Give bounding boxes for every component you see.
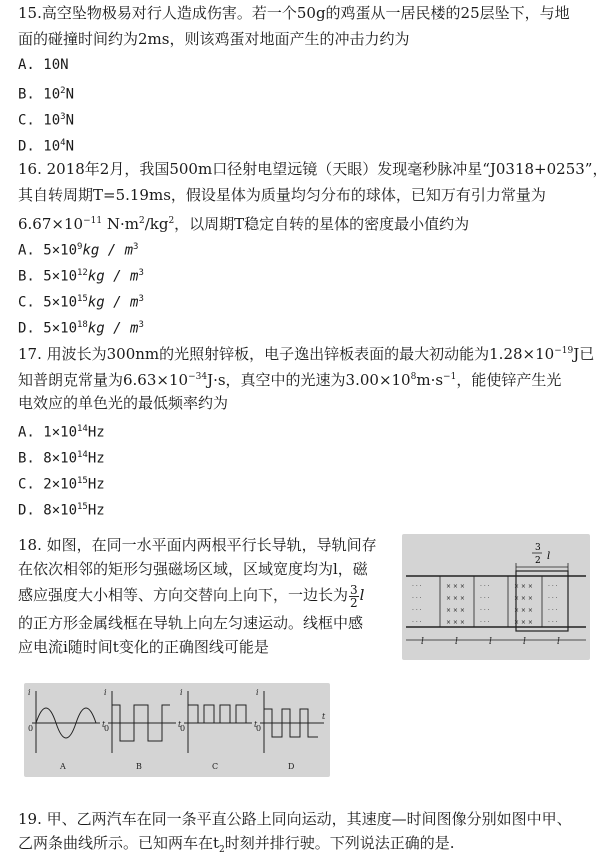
axis-t-label: t <box>322 712 326 721</box>
q15-option-c: C. $10^3N$ <box>18 112 75 129</box>
svg-text:× × ×: × × × <box>446 583 465 590</box>
q17-text-line2: 知普朗克常量为$6.63\times 10^{-34}J\cdot s$，真空中的光速为$3.00\times 10^8m\cdot s^{-1}$，能使锌产生光 <box>18 371 562 389</box>
q16-option-d: D. $5\times 10^{18}kg / m^3$ <box>18 320 144 337</box>
q16-text-line3: $6.67\times 10^{-11}$ $N\cdot m^2/kg^2$，以周期T稳定自转的星体的密度最小值约为 <box>18 215 470 233</box>
q17-option-c: C. $2\times 10^{15}Hz$ <box>18 476 105 493</box>
q18-text-line4: 的正方形金属线框在导轨上向左匀速运动。线框中感 <box>18 614 364 632</box>
svg-text:× × ×: × × × <box>514 583 533 590</box>
svg-text:× × ×: × × × <box>514 619 533 626</box>
region-width-label: l <box>421 637 424 647</box>
q19-text-line1: 19. 甲、乙两汽车在同一条平直公路上同向运动，其速度—时间图像分别如图中甲、 <box>18 810 572 828</box>
axis-i-label: i <box>180 688 183 697</box>
q16-option-a: A. $5\times 10^9kg / m^3$ <box>18 242 139 259</box>
q18-fraction: $\frac{3}{2}$ <box>350 582 358 610</box>
q18-text-line2: 在依次相邻的矩形匀强磁场区域，区域宽度均为l，磁 <box>18 560 368 578</box>
q15-text-line1: 15.高空坠物极易对行人造成伤害。若一个50g的鸡蛋从一居民楼的25层坠下，与地 <box>18 4 570 22</box>
q16-text-line2: 其自转周期T=5.19ms，假设星体为质量均匀分布的球体，已知万有引力常量为 <box>18 186 546 204</box>
svg-text:× × ×: × × × <box>514 607 533 614</box>
q18-text-line3: 感应强度大小相等、方向交替向上向下，一边长为 $\frac{3}{2}$ l <box>18 582 365 610</box>
axis-i-label: i <box>256 688 259 697</box>
magnetic-field-diagram <box>402 534 590 660</box>
svg-text:· · ·: · · · <box>412 583 422 590</box>
q15-text-line2: 面的碰撞时间约为2ms，则该鸡蛋对地面产生的冲击力约为 <box>18 30 410 48</box>
origin-label: 0 <box>256 724 262 733</box>
fig-frac-num: 3 <box>535 543 541 553</box>
q16-option-c: C. $5\times 10^{15}kg / m^3$ <box>18 294 144 311</box>
axis-t-label: t <box>102 720 106 729</box>
origin-label: 0 <box>180 724 186 733</box>
svg-text:· · ·: · · · <box>480 607 490 614</box>
q16-text-line1: 16. 2018年2月，我国500m口径射电望远镜（天眼）发现毫秒脉冲星“J0318+0253”， <box>18 160 607 178</box>
q15-option-a: A. 10N <box>18 57 69 73</box>
svg-text:· · ·: · · · <box>480 595 490 602</box>
current-graphs-diagram <box>24 683 330 777</box>
svg-text:· · ·: · · · <box>548 583 558 590</box>
region-width-label: l <box>455 637 458 647</box>
graph-label-d: D <box>288 762 295 771</box>
axis-i-label: i <box>104 688 107 697</box>
svg-text:× × ×: × × × <box>446 607 465 614</box>
q15-option-d: D. $10^4N$ <box>18 138 75 155</box>
svg-text:· · ·: · · · <box>548 619 558 626</box>
svg-text:· · ·: · · · <box>412 607 422 614</box>
axis-t-label: t <box>178 720 182 729</box>
q18-text-line1: 18. 如图，在同一水平面内两根平行长导轨，导轨间存 <box>18 536 377 554</box>
region-width-label: l <box>557 637 560 647</box>
graph-label-a: A <box>60 762 66 771</box>
current-graphs-figure <box>24 683 330 777</box>
svg-text:× × ×: × × × <box>514 595 533 602</box>
q18-text-line5: 应电流i随时间t变化的正确图线可能是 <box>18 638 269 656</box>
graph-label-b: B <box>136 762 142 771</box>
q17-text-line3: 电效应的单色光的最低频率约为 <box>18 394 229 412</box>
q15-option-b: B. $10^2N$ <box>18 86 75 103</box>
q17-option-b: B. $8\times 10^{14}Hz$ <box>18 450 105 467</box>
svg-text:· · ·: · · · <box>480 619 490 626</box>
svg-text:· · ·: · · · <box>480 583 490 590</box>
q17-option-d: D. $8\times 10^{15}Hz$ <box>18 502 105 519</box>
origin-label: 0 <box>104 724 110 733</box>
svg-text:× × ×: × × × <box>446 595 465 602</box>
origin-label: 0 <box>28 724 34 733</box>
q17-option-a: A. $1\times 10^{14}Hz$ <box>18 424 105 441</box>
region-width-label: l <box>523 637 526 647</box>
fig-frac-l: l <box>547 551 551 562</box>
svg-text:· · ·: · · · <box>548 607 558 614</box>
axis-t-label: t <box>254 720 258 729</box>
region-width-label: l <box>489 637 492 647</box>
q16-option-b: B. $5\times 10^{12}kg / m^3$ <box>18 268 144 285</box>
q19-text-line2: 乙两条曲线所示。已知两车在$t_2$时刻并排行驶。下列说法正确的是. <box>18 834 455 855</box>
svg-text:· · ·: · · · <box>412 595 422 602</box>
fig-frac-den: 2 <box>535 556 541 566</box>
axis-i-label: i <box>28 688 31 697</box>
graph-label-c: C <box>212 762 219 771</box>
svg-text:· · ·: · · · <box>412 619 422 626</box>
svg-text:· · ·: · · · <box>548 595 558 602</box>
svg-text:× × ×: × × × <box>446 619 465 626</box>
q17-text-line1: 17. 用波长为300nm的光照射锌板，电子逸出锌板表面的最大初动能为$1.28\times 10^{-19}J$已 <box>18 345 595 363</box>
magnetic-field-figure <box>402 534 590 660</box>
